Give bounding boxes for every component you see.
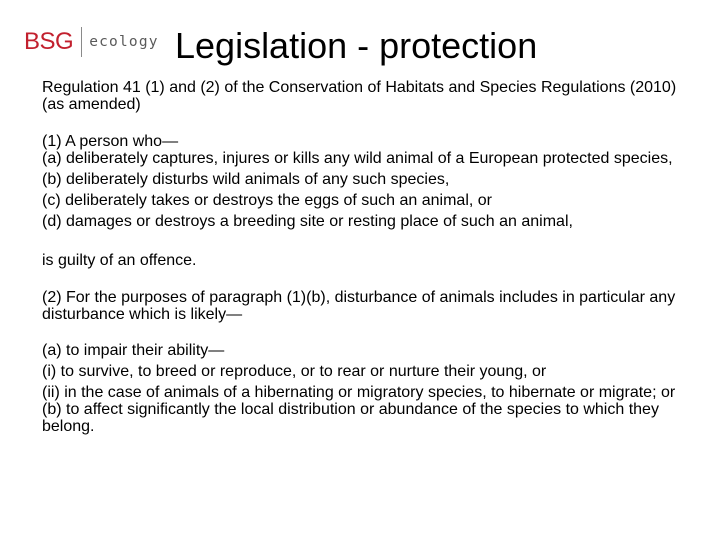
- paragraph-2-item-b: (b) to affect significantly the local distribution or abundance of the species to which they belong.: [42, 401, 659, 435]
- spacer: [42, 113, 682, 133]
- slide-body: [42, 79, 682, 435]
- paragraph-2-item-a: (a) to impair their ability—: [42, 342, 225, 359]
- paragraph-2-item-i: (i) to survive, to breed or reproduce, or to rear or nurture their young, or: [42, 363, 547, 380]
- company-logo: [24, 22, 159, 62]
- paragraph-1-item-b: (b) deliberately disturbs wild animals of any such species,: [42, 171, 450, 188]
- logo-sub-text: ecology: [89, 33, 159, 50]
- paragraph-1-item-d: (d) damages or destroys a breeding site or resting place of such an animal,: [42, 213, 573, 230]
- paragraph-2-list: [42, 342, 682, 435]
- logo-brand-text: BSG: [24, 28, 74, 55]
- spacer: [42, 323, 682, 342]
- paragraph-1: [42, 133, 682, 230]
- logo-divider: [81, 27, 82, 57]
- paragraph-2-item-ii: (ii) in the case of animals of a hibernating or migratory species, to hibernate or migrate; or: [42, 384, 676, 401]
- paragraph-2: (2) For the purposes of paragraph (1)(b), disturbance of animals includes in particular any disturbance which is likely—: [42, 289, 676, 323]
- spacer: [42, 230, 682, 252]
- paragraph-1-item-a: (a) deliberately captures, injures or kills any wild animal of a European protected species,: [42, 150, 673, 167]
- spacer: [42, 269, 682, 289]
- paragraph-1-item-c: (c) deliberately takes or destroys the eggs of such an animal, or: [42, 192, 492, 209]
- slide-title: Legislation - protection: [175, 25, 538, 66]
- paragraph-1-lead: (1) A person who—: [42, 133, 179, 150]
- intro-text: Regulation 41 (1) and (2) of the Conservation of Habitats and Species Regulations (2010) (as amended): [42, 79, 677, 113]
- offence-text: is guilty of an offence.: [42, 252, 197, 269]
